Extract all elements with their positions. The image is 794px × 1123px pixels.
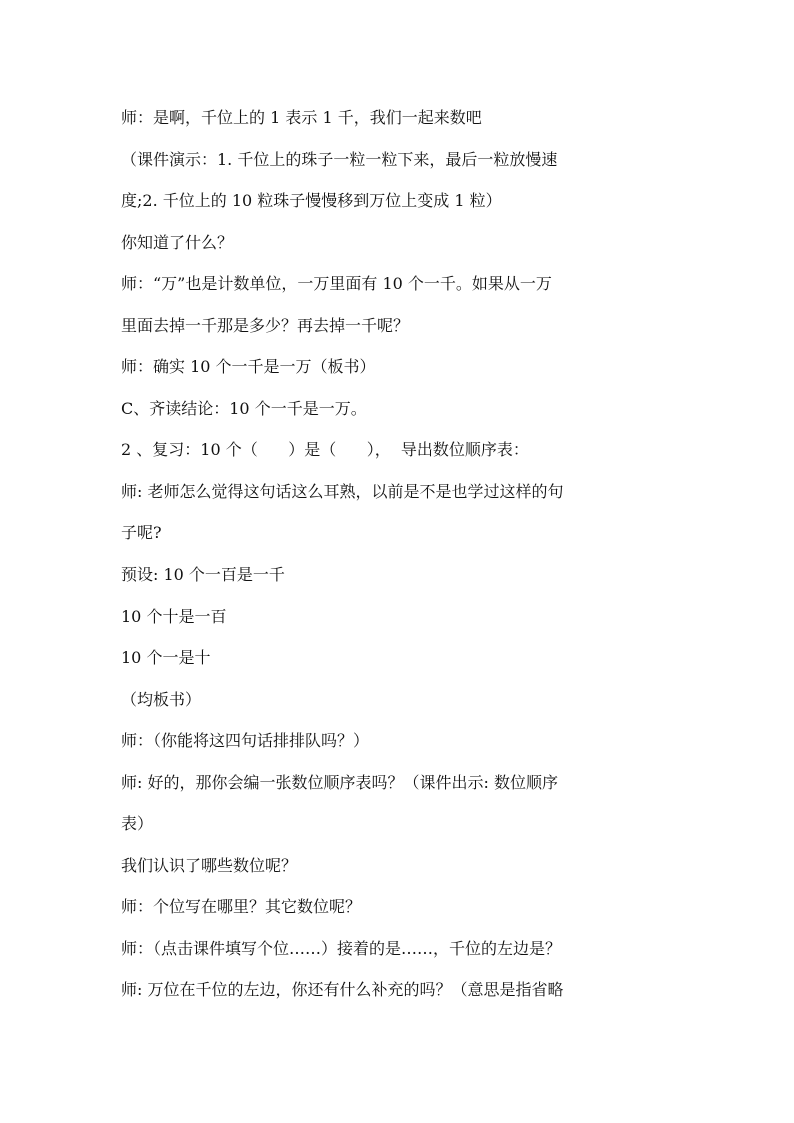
text-line: 子呢? bbox=[121, 523, 162, 543]
text-line: （均板书） bbox=[121, 689, 202, 709]
text-line: 师: 万位在千位的左边，你还有什么补充的吗？（意思是指省略 bbox=[121, 980, 564, 1000]
text-line: 师：是啊，千位上的 1 表示 1 千，我们一起来数吧 bbox=[121, 108, 482, 127]
text-line: 师：个位写在哪里？其它数位呢？ bbox=[121, 897, 362, 917]
document-body bbox=[121, 103, 677, 1017]
text-line: 师：（点击课件填写个位……）接着的是……，千位的左边是？ bbox=[121, 938, 562, 958]
text-line: 师: 老师怎么觉得这句话这么耳熟，以前是不是也学过这样的句 bbox=[121, 481, 564, 501]
text-line: 我们认识了哪些数位呢？ bbox=[121, 855, 298, 875]
text-line: 师：确实 10 个一千是一万（板书） bbox=[121, 357, 376, 377]
text-line: C、齐读结论：10 个一千是一万。 bbox=[121, 398, 367, 418]
text-line: 师：“万”也是计数单位，一万里面有 10 个一千。如果从一万 bbox=[121, 274, 552, 294]
text-line: 里面去掉一千那是多少？再去掉一千呢？ bbox=[121, 315, 410, 335]
text-line: 你知道了什么？ bbox=[121, 232, 234, 252]
text-line: 表） bbox=[121, 814, 154, 834]
text-line: （课件演示：1. 千位上的珠子一粒一粒下来，最后一粒放慢速 bbox=[121, 149, 558, 169]
text-line: 2 、复习：10 个（ ）是（ ）， 导出数位顺序表： bbox=[121, 440, 529, 460]
text-line: 10 个十是一百 bbox=[121, 606, 227, 626]
text-line: 度;2. 千位上的 10 粒珠子慢慢移到万位上变成 1 粒） bbox=[121, 191, 502, 211]
text-line: 10 个一是十 bbox=[121, 648, 211, 668]
text-line: 预设: 10 个一百是一千 bbox=[121, 565, 285, 585]
text-line: 师: 好的，那你会编一张数位顺序表吗？（课件出示: 数位顺序 bbox=[121, 772, 558, 792]
text-line: 师：（你能将这四句话排排队吗？） bbox=[121, 731, 370, 751]
